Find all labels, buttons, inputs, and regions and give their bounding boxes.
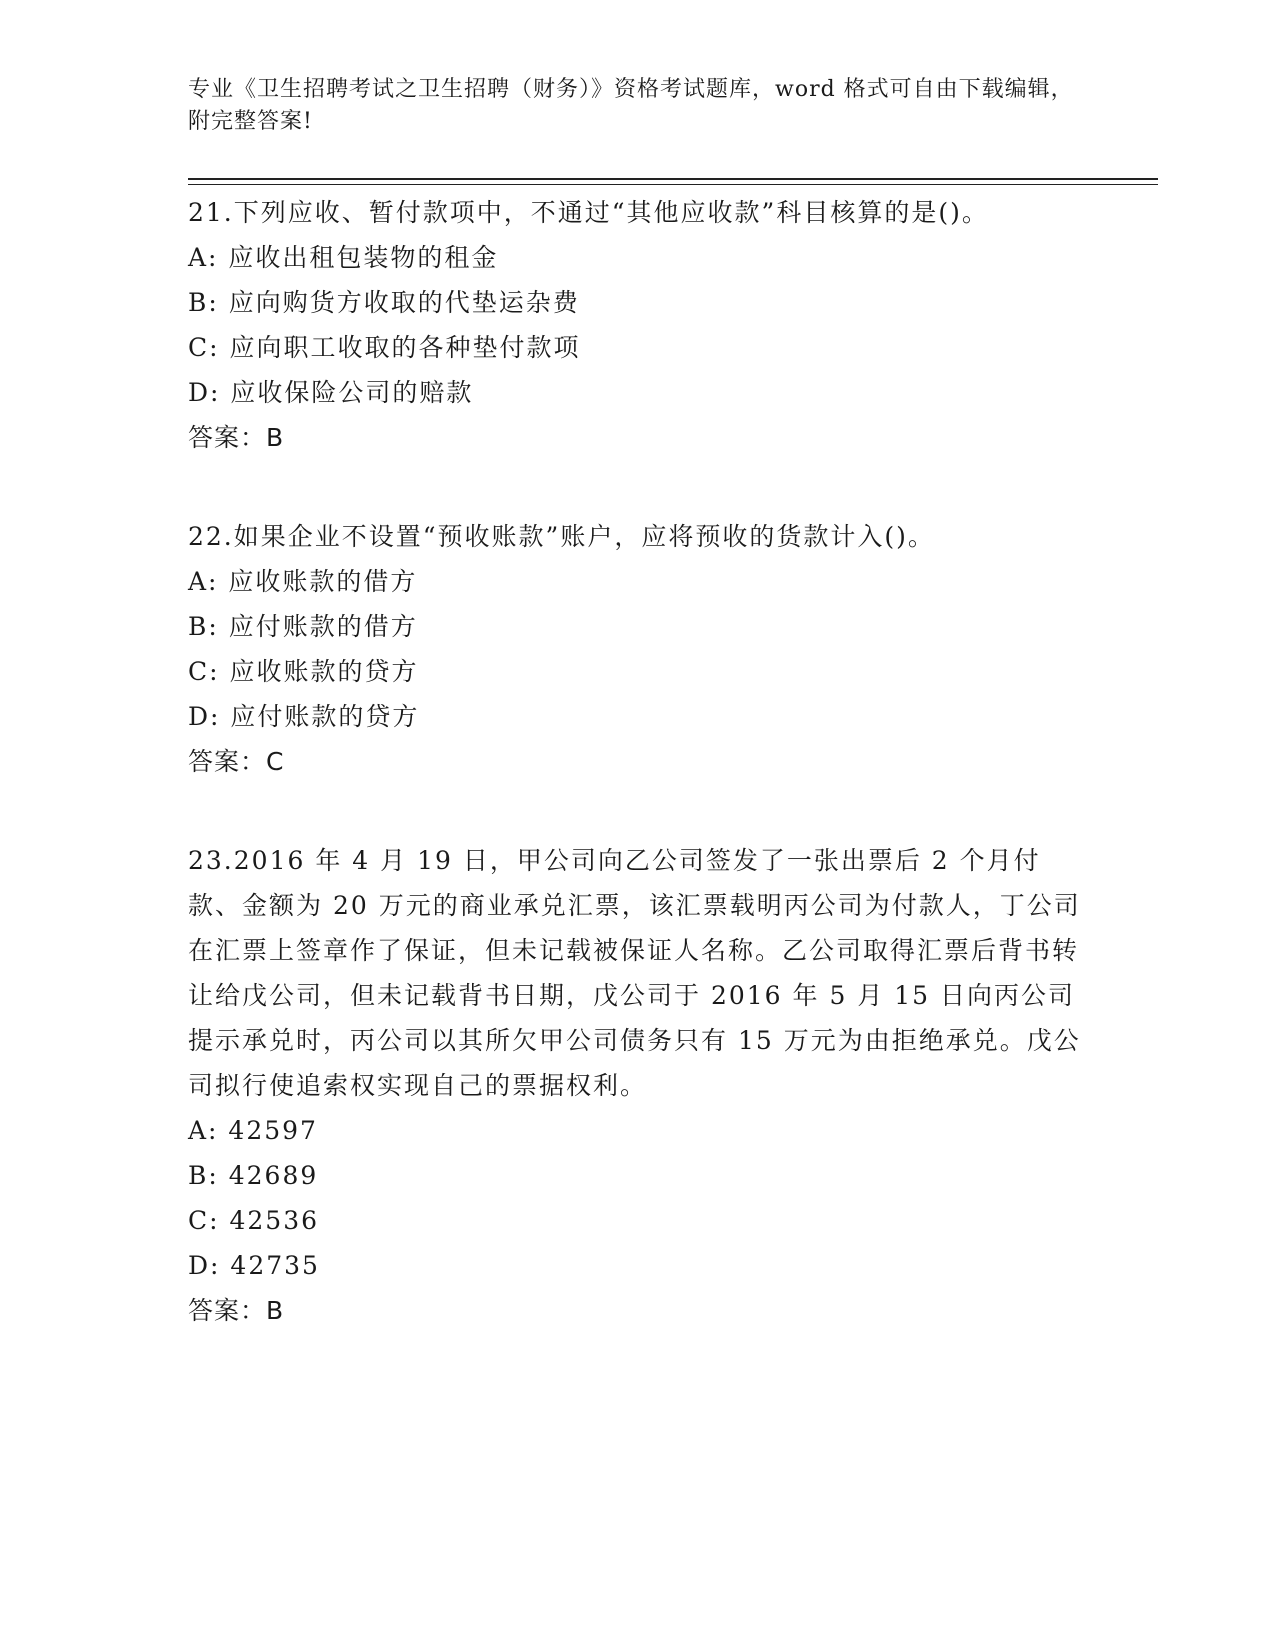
header-divider-thin (188, 184, 1158, 185)
option-c: C: 42536 (188, 1206, 320, 1235)
option-c: C: 应向职工收取的各种垫付款项 (188, 333, 581, 362)
option-d: D: 42735 (188, 1251, 320, 1280)
header-divider-thick (188, 178, 1158, 180)
answer-line: 答案：C (188, 747, 285, 776)
question-list (188, 190, 1088, 1387)
option-b: B: 应向购货方收取的代垫运杂费 (188, 288, 580, 317)
answer-line: 答案：B (188, 1296, 285, 1325)
question-stem: 21.下列应收、暂付款项中，不通过“其他应收款”科目核算的是()。 (188, 198, 989, 227)
header-intro: 专业《卫生招聘考试之卫生招聘（财务）》资格考试题库，word 格式可自由下载编辑，附完整答案! (188, 77, 1074, 134)
answer-line: 答案：B (188, 423, 285, 452)
question-stem: 23.2016 年 4 月 19 日，甲公司向乙公司签发了一张出票后 2 个月付款、金额为 20 万元的商业承兑汇票，该汇票载明丙公司为付款人，丁公司在汇票上签章作了保证，但未记载被保证人名称。乙公司取得汇票后背书转让给戊公司，但未记载背书日期，戊公司于 2016 年 5 月 15 日向丙公司提示承兑时，丙公司以其所欠甲公司债务只有 15 万元为由拒绝承兑。戊公司拟行使追索权实现自己的票据权利。 (188, 846, 1081, 1100)
option-a: A: 42597 (188, 1116, 318, 1145)
option-b: B: 应付账款的借方 (188, 612, 418, 641)
option-c: C: 应收账款的贷方 (188, 657, 419, 686)
option-d: D: 应付账款的贷方 (188, 702, 420, 731)
option-d: D: 应收保险公司的赔款 (188, 378, 474, 407)
question-23 (188, 838, 1088, 1333)
question-22 (188, 514, 1088, 784)
option-a: A: 应收账款的借方 (188, 567, 418, 596)
option-a: A: 应收出租包装物的租金 (188, 243, 499, 272)
option-b: B: 42689 (188, 1161, 319, 1190)
question-21 (188, 190, 1088, 460)
question-stem: 22.如果企业不设置“预收账款”账户，应将预收的货款计入()。 (188, 522, 935, 551)
